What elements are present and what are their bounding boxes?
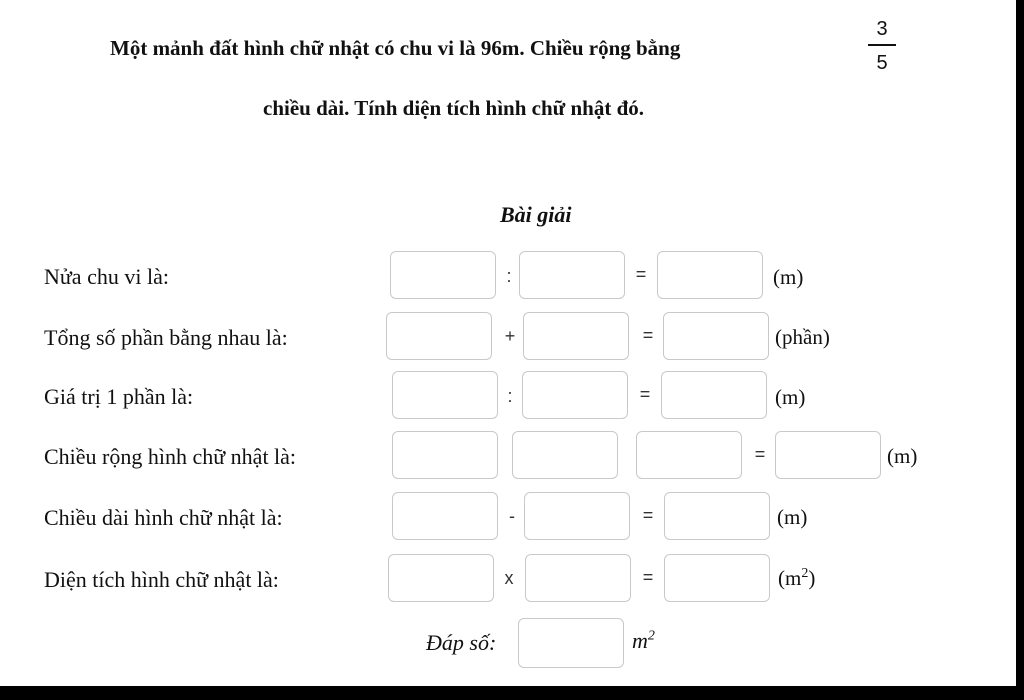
- unit-label: (phần): [775, 325, 830, 349]
- answer-input[interactable]: [663, 312, 769, 360]
- answer-input[interactable]: [519, 251, 625, 299]
- problem-text-line2: chiều dài. Tính diện tích hình chữ nhật đó.: [263, 96, 645, 120]
- answer-input[interactable]: [636, 431, 742, 479]
- answer-input[interactable]: [657, 251, 763, 299]
- plus-sign: +: [504, 326, 516, 346]
- unit-label: (m): [775, 385, 806, 409]
- answer-input[interactable]: [664, 554, 770, 602]
- fraction-bar: [868, 44, 896, 46]
- solution-title: Bài giải: [500, 202, 572, 227]
- row-label: Diện tích hình chữ nhật là:: [44, 567, 279, 592]
- unit-exponent: 2: [801, 566, 809, 581]
- unit-label: [778, 566, 815, 591]
- row-label: Chiều dài hình chữ nhật là:: [44, 505, 283, 530]
- row-label: Giá trị 1 phần là:: [44, 384, 194, 409]
- answer-unit-exponent: 2: [647, 628, 655, 644]
- answer-input[interactable]: [775, 431, 881, 479]
- answer-input[interactable]: [386, 312, 492, 360]
- answer-input[interactable]: [524, 492, 630, 540]
- answer-input[interactable]: [661, 371, 767, 419]
- equals-sign: =: [639, 384, 651, 404]
- answer-unit-base: m: [632, 628, 648, 653]
- unit-label: (m): [887, 444, 918, 468]
- answer-input[interactable]: [523, 312, 629, 360]
- answer-input[interactable]: [392, 431, 498, 479]
- equals-sign: =: [642, 505, 654, 525]
- minus-sign: -: [509, 506, 515, 526]
- divide-sign: :: [506, 266, 512, 286]
- answer-input[interactable]: [512, 431, 618, 479]
- equals-sign: =: [754, 444, 766, 464]
- unit-label: (m): [777, 505, 808, 529]
- answer-input[interactable]: [392, 492, 498, 540]
- row-label: Nửa chu vi là:: [44, 264, 169, 289]
- answer-input[interactable]: [522, 371, 628, 419]
- answer-unit: [632, 628, 655, 654]
- answer-input[interactable]: [525, 554, 631, 602]
- row-label: Chiều rộng hình chữ nhật là:: [44, 444, 297, 469]
- unit-label: (m): [773, 265, 804, 289]
- row-label: Tổng số phần bằng nhau là:: [44, 325, 288, 350]
- equals-sign: =: [635, 264, 647, 284]
- divide-sign: :: [507, 386, 513, 406]
- problem-text-line1: Một mảnh đất hình chữ nhật có chu vi là 96m. Chiều rộng bằng: [110, 36, 681, 60]
- answer-input[interactable]: [392, 371, 498, 419]
- answer-label: Đáp số:: [426, 630, 497, 655]
- fraction-denominator: 5: [876, 52, 888, 74]
- equals-sign: =: [642, 567, 654, 587]
- answer-input[interactable]: [388, 554, 494, 602]
- final-answer-input[interactable]: [518, 618, 624, 668]
- multiply-sign: x: [504, 568, 514, 588]
- unit-close: ): [808, 566, 816, 590]
- fraction-numerator: 3: [876, 18, 888, 40]
- equals-sign: =: [642, 325, 654, 345]
- fraction: [868, 16, 896, 76]
- unit-base: (m: [778, 566, 802, 590]
- answer-input[interactable]: [390, 251, 496, 299]
- answer-input[interactable]: [664, 492, 770, 540]
